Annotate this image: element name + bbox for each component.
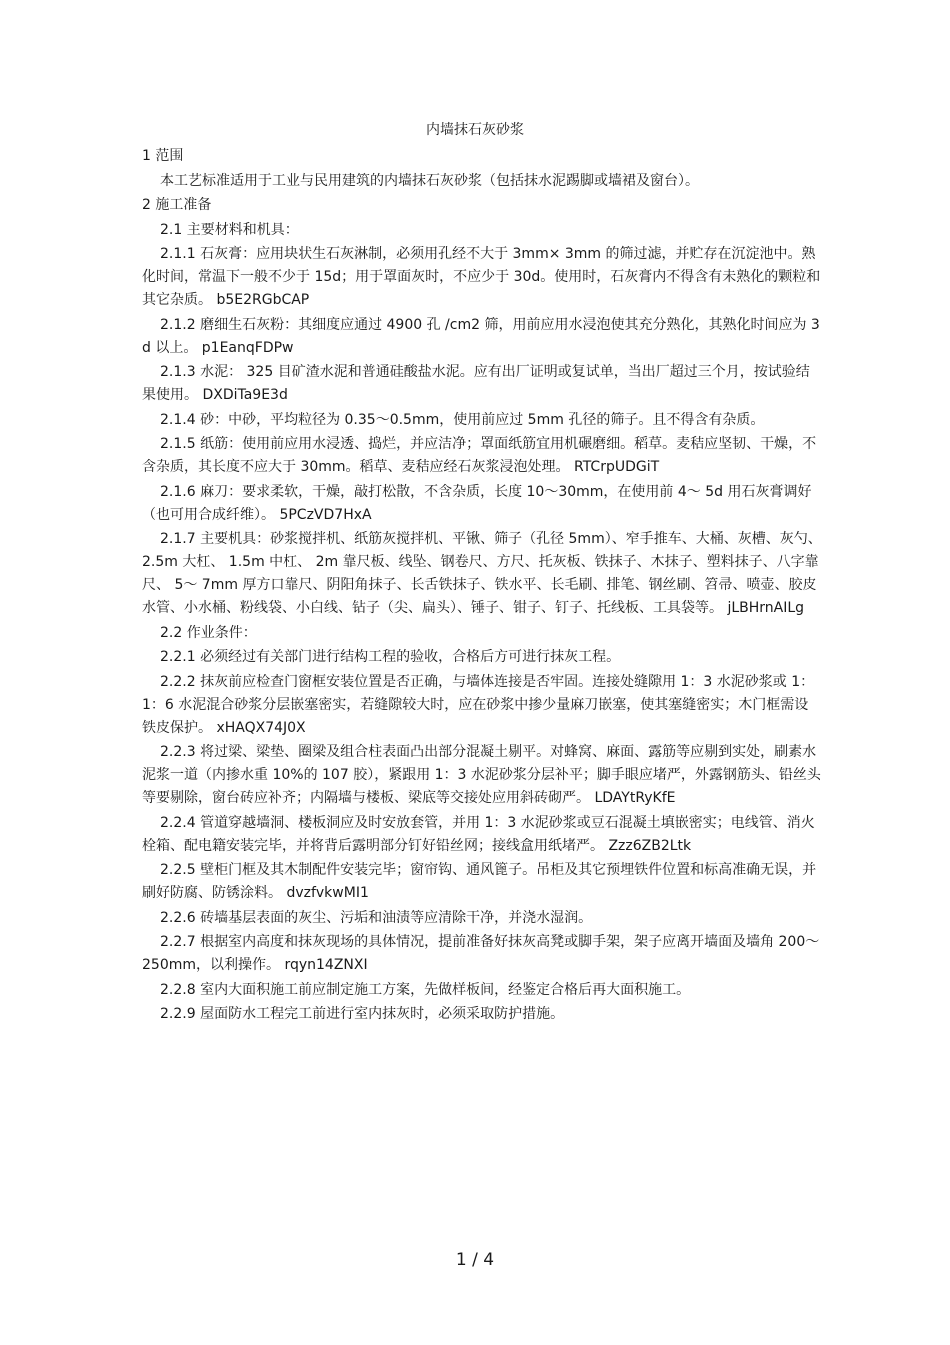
paragraph: 2.2.6 砖墙基层表面的灰尘、污垢和油渍等应清除干净，并浇水湿润。: [160, 909, 593, 926]
paragraph: 2.2.7 根据室内高度和抹灰现场的具体情况，提前准备好抹灰高凳或脚手架，架子应离开墙面及墙角 200～250mm，以利操作。 rqyn14ZNXI: [142, 934, 820, 973]
paragraph: 2.1 主要材料和机具：: [160, 221, 299, 238]
paragraph: 2.1.6 麻刀：要求柔软，干燥，敲打松散，不含杂质，长度 10～30mm，在使用前 4～ 5d 用石灰膏调好（也可用合成纤维）。 5PCzVD7HxA: [142, 483, 812, 523]
paragraph: 2.2.2 抹灰前应检查门窗框安装位置是否正确，与墙体连接是否牢固。连接处缝隙用 1：3 水泥砂浆或 1：1：6 水泥混合砂浆分层嵌塞密实，若缝隙较大时，应在砂浆中掺少量麻刀嵌塞，使其塞缝密实；木门框需设铁皮保护。 xHAQX74J0X: [142, 673, 815, 736]
paragraph: 2 施工准备: [142, 197, 212, 213]
paragraph: 2.1.3 水泥： 325 目矿渣水泥和普通硅酸盐水泥。应有出厂证明或复试单，当出厂超过三个月，按试验结果使用。 DXDiTa9E3d: [142, 364, 810, 403]
paragraph: 2.2.1 必须经过有关部门进行结构工程的验收，合格后方可进行抹灰工程。: [160, 649, 621, 665]
paragraph: 2.2.9 屋面防水工程完工前进行室内抹灰时，必须采取防护措施。: [160, 1006, 565, 1022]
paragraph: 2.2.5 壁柜门框及其木制配件安装完毕；窗帘钩、通风篦子。吊柜及其它预埋铁件位置和标高准确无误，并刷好防腐、防锈涂料。 dvzfvkwMI1: [142, 862, 817, 901]
document-title: 内墙抹石灰砂浆: [426, 122, 524, 138]
paragraph: 2.2.4 管道穿越墙洞、楼板洞应及时安放套管，并用 1：3 水泥砂浆或豆石混凝土填嵌密实；电线管、消火栓箱、配电籍安装完毕，并将背后露明部分钉好铅丝网；接线盒用纸堵严。 Zzz6ZB2Ltk: [142, 814, 815, 854]
paragraph: 本工艺标准适用于工业与民用建筑的内墙抹石灰砂浆（包括抹水泥踢脚或墙裙及窗台）。: [160, 172, 699, 189]
paragraph: 2.2 作业条件：: [160, 624, 257, 641]
paragraph: 2.1.2 磨细生石灰粉：其细度应通过 4900 孔 /cm2 筛，用前应用水浸泡使其充分熟化，其熟化时间应为 3d 以上。 p1EanqFDPw: [142, 316, 820, 356]
paragraph: 2.1.4 砂：中砂，平均粒径为 0.35～0.5mm，使用前应过 5mm 孔径的筛子。且不得含有杂质。: [160, 411, 765, 428]
paragraph: 2.1.5 纸筋：使用前应用水浸透、捣烂，并应洁净；罩面纸筋宜用机碾磨细。稻草。麦秸应坚韧、干燥，不含杂质，其长度不应大于 30mm。稻草、麦秸应经石灰浆浸泡处理。 RTCrpUDGiT: [142, 436, 817, 475]
paragraph: 2.1.7 主要机具：砂浆搅拌机、纸筋灰搅拌机、平锹、筛子（孔径 5mm）、窄手推车、大桶、灰槽、灰勺、 2.5m 大杠、 1.5m 中杠、 2m 靠尺板、线坠、钢卷尺、方尺、托灰板、铁抹子、木抹子、塑料抹子、八字靠尺、 5～ 7mm 厚方口靠尺、阴阳角抹子、长舌铁抹子、铁水平、长毛刷、排笔、钢丝刷、笤帚、喷壶、胶皮水管、小水桶、粉线袋、小白线、钻子（尖、扁头）、锤子、钳子、钉子、托线板、工具袋等。 jLBHrnAILg: [142, 531, 822, 616]
paragraph: 2.2.8 室内大面积施工前应制定施工方案，先做样板间，经鉴定合格后再大面积施工。: [160, 981, 691, 998]
paragraph: 2.1.1 石灰膏：应用块状生石灰淋制，必须用孔经不大于 3mm× 3mm 的筛过滤，并贮存在沉淀池中。熟化时间，常温下一般不少于 15d；用于罩面灰时，不应少于 30d。使用时，石灰膏内不得含有未熟化的颗粒和其它杂质。 b5E2RGbCAP: [142, 246, 821, 308]
page-number: 1 / 4: [455, 1250, 495, 1270]
paragraph: 1 范围: [142, 148, 184, 164]
paragraph: 2.2.3 将过梁、梁垫、圈梁及组合柱表面凸出部分混凝土剔平。对蜂窝、麻面、露筋等应剔到实处，刷素水泥浆一道（内掺水重 10%的 107 胶），紧跟用 1：3 水泥砂浆分层补平；脚手眼应堵严，外露钢筋头、铅丝头等要剔除，窗台砖应补齐；内隔墙与楼板、梁底等交接处应用斜砖砌严。 LDAYtRyKfE: [142, 744, 821, 806]
document-body: [142, 145, 822, 1028]
